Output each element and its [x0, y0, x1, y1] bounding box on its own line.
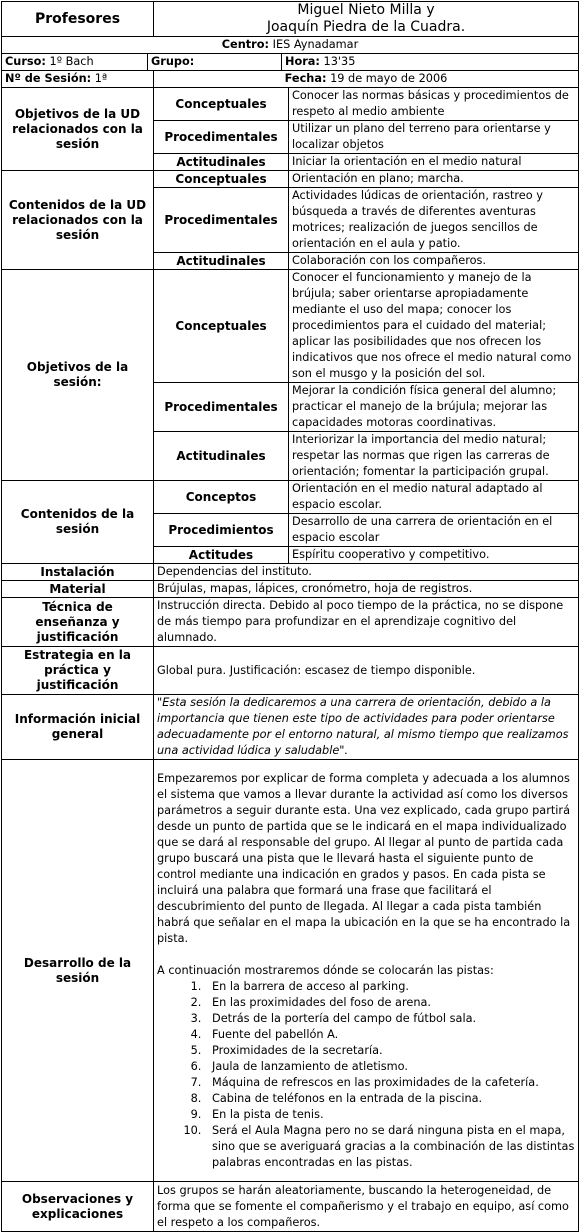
pista-item: 6. Jaula de lanzamiento de atletismo.	[205, 1059, 575, 1075]
estrategia-label: Estrategia en la práctica y justificación	[2, 647, 154, 695]
objetivos-sesion-type: Conceptuales	[154, 270, 289, 383]
estrategia-row	[2, 647, 579, 695]
informacion-text: "Esta sesión la dedicaremos a una carrera de orientación, debido a la importancia que tienen este tipo de actividades para poder orientarse adecuadamente por el entorno natural, al mismo tiempo que realizamos una actividad lúdica y saludable".	[154, 695, 579, 760]
profesores-row	[2, 2, 579, 37]
observaciones-label: Observaciones y explicaciones	[2, 1182, 154, 1232]
tecnica-label: Técnica de enseñanza y justificación	[2, 598, 154, 647]
pista-item: 9. En la pista de tenis.	[205, 1107, 575, 1123]
informacion-label: Información inicial general	[2, 695, 154, 760]
grupo-cell	[148, 54, 282, 70]
objetivos-sesion-text: Conocer el funcionamiento y manejo de la brújula; saber orientarse apropiadamente mediante el uso del mapa; conocer los procedimientos para el cuidado del material; aplicar las posibilidades que nos ofrecen los indicativos que nos ofrece el medio natural como son el musgo y la posición del sol.	[289, 270, 579, 383]
pista-item: 8. Cabina de teléfonos en la entrada de la piscina.	[205, 1091, 575, 1107]
estrategia-text: Global pura. Justificación: escasez de tiempo disponible.	[154, 647, 579, 695]
objetivos-sesion-text: Mejorar la condición física general del alumno; practicar el manejo de la brújula; mejorar las capacidades motoras coordinativas.	[289, 383, 579, 432]
tecnica-row	[2, 598, 579, 647]
contenidos-sesion-label: Contenidos de la sesión	[2, 481, 154, 564]
objetivos-ud-row	[2, 88, 579, 121]
pista-item: 5. Proximidades de la secretaría.	[205, 1043, 575, 1059]
objetivos-ud-type: Conceptuales	[154, 88, 289, 121]
desarrollo-row	[2, 760, 579, 1182]
contenidos-ud-row	[2, 171, 579, 188]
desarrollo-list-intro: A continuación mostraremos dónde se colocarán las pistas:	[157, 963, 494, 977]
sesion-label: Nº de Sesión:	[5, 72, 92, 85]
material-label: Material	[2, 581, 154, 598]
objetivos-ud-text: Iniciar la orientación en el medio natural	[289, 154, 579, 171]
curso-value: 1º Bach	[49, 55, 94, 68]
instalacion-label: Instalación	[2, 564, 154, 581]
contenidos-sesion-text: Espíritu cooperativo y competitivo.	[289, 547, 579, 564]
fecha-label: Fecha:	[284, 72, 327, 85]
objetivos-ud-label: Objetivos de la UD relacionados con la sesión	[2, 88, 154, 171]
contenidos-ud-text: Colaboración con los compañeros.	[289, 253, 579, 270]
material-row	[2, 581, 579, 598]
objetivos-sesion-label: Objetivos de la sesión:	[2, 270, 154, 481]
material-text: Brújulas, mapas, lápices, cronómetro, hoja de registros.	[154, 581, 579, 598]
profesores-label: Profesores	[2, 2, 154, 37]
objetivos-sesion-type: Procedimentales	[154, 383, 289, 432]
instalacion-text: Dependencias del instituto.	[154, 564, 579, 581]
session-plan-table	[1, 1, 579, 1232]
pista-item: 1. En la barrera de acceso al parking.	[205, 979, 575, 995]
objetivos-sesion-type: Actitudinales	[154, 432, 289, 481]
contenidos-sesion-text: Desarrollo de una carrera de orientación en el espacio escolar	[289, 514, 579, 547]
objetivos-ud-text: Utilizar un plano del terreno para orientarse y localizar objetos	[289, 121, 579, 154]
centro-cell	[2, 37, 579, 54]
fecha-value: 19 de mayo de 2006	[330, 72, 448, 85]
instalacion-row	[2, 564, 579, 581]
pista-item: 4. Fuente del pabellón A.	[205, 1027, 575, 1043]
hora-cell	[282, 54, 579, 70]
pista-item: 7. Máquina de refrescos en las proximidades de la cafetería.	[205, 1075, 575, 1091]
objetivos-ud-type: Actitudinales	[154, 154, 289, 171]
curso-subtable	[2, 54, 578, 70]
pista-item: 3. Detrás de la portería del campo de fútbol sala.	[205, 1011, 575, 1027]
grupo-label: Grupo:	[151, 55, 195, 68]
contenidos-sesion-text: Orientación en el medio natural adaptado al espacio escolar.	[289, 481, 579, 514]
centro-label: Centro:	[221, 38, 270, 51]
contenidos-sesion-type: Conceptos	[154, 481, 289, 514]
desarrollo-intro: Empezaremos por explicar de forma completa y adecuada a los alumnos el sistema que vamos a llevar durante la actividad así como los diversos parámetros a seguir durante esta. Una vez explicado, cada grupo partirá desde un punto de partida que se le indicará en el mapa individualizado que se dará al responsable del grupo. Al llegar al punto de partida cada grupo buscará una pista que le llevará hasta el siguiente punto de control mediante una indicación en grados y pasos. En cada pista se incluirá una palabra que formará una frase que facilitará el descubrimiento del punto de llegada. Al llegar a cada pista también habrá que señalar en el mapa la ubicación en la que se ha encontrado la pista.	[157, 771, 571, 945]
profesores-value: Miguel Nieto Milla y Joaquín Piedra de la Cuadra.	[154, 2, 579, 37]
contenidos-sesion-type: Procedimientos	[154, 514, 289, 547]
contenidos-ud-type: Actitudinales	[154, 253, 289, 270]
curso-label: Curso:	[5, 55, 46, 68]
desarrollo-cell	[154, 760, 579, 1182]
observaciones-text: Los grupos se harán aleatoriamente, buscando la heterogeneidad, de forma que se fomente el compañerismo y el trabajo en equipo, así como el respeto a los compañeros.	[154, 1182, 579, 1232]
objetivos-sesion-row	[2, 270, 579, 383]
pista-item: 10. Será el Aula Magna pero no se dará ninguna pista en el mapa, sino que se averiguará gracias a la combinación de las distintas palabras encontradas en las pistas.	[205, 1123, 575, 1171]
contenidos-ud-label: Contenidos de la UD relacionados con la sesión	[2, 171, 154, 270]
contenidos-ud-text: Orientación en plano; marcha.	[289, 171, 579, 188]
sesion-cell	[2, 71, 154, 88]
fecha-cell	[154, 71, 579, 88]
observaciones-row	[2, 1182, 579, 1232]
informacion-row	[2, 695, 579, 760]
curso-row	[2, 54, 579, 71]
hora-value: 13'35	[323, 55, 356, 68]
sesion-row	[2, 71, 579, 88]
sesion-value: 1ª	[94, 72, 108, 85]
contenidos-ud-text: Actividades lúdicas de orientación, rastreo y búsqueda a través de diferentes aventuras motrices; realización de juegos sencillos de orientación en el aula y patio.	[289, 188, 579, 253]
contenidos-sesion-row	[2, 481, 579, 514]
centro-value: IES Aynadamar	[272, 38, 359, 51]
hora-label: Hora:	[285, 55, 320, 68]
pistas-list	[157, 979, 575, 1171]
desarrollo-label: Desarrollo de la sesión	[2, 760, 154, 1182]
objetivos-sesion-text: Interiorizar la importancia del medio natural; respetar las normas que rigen las carreras de orientación; fomentar la participación grupal.	[289, 432, 579, 481]
objetivos-ud-text: Conocer las normas básicas y procedimientos de respeto al medio ambiente	[289, 88, 579, 121]
tecnica-text: Instrucción directa. Debido al poco tiempo de la práctica, no se dispone de más tiempo para profundizar en el aprendizaje cognitivo del alumnado.	[154, 598, 579, 647]
objetivos-ud-type: Procedimentales	[154, 121, 289, 154]
contenidos-ud-type: Procedimentales	[154, 188, 289, 253]
pista-item: 2. En las proximidades del foso de arena.	[205, 995, 575, 1011]
contenidos-sesion-type: Actitudes	[154, 547, 289, 564]
centro-row	[2, 37, 579, 54]
curso-cell	[2, 54, 148, 70]
contenidos-ud-type: Conceptuales	[154, 171, 289, 188]
